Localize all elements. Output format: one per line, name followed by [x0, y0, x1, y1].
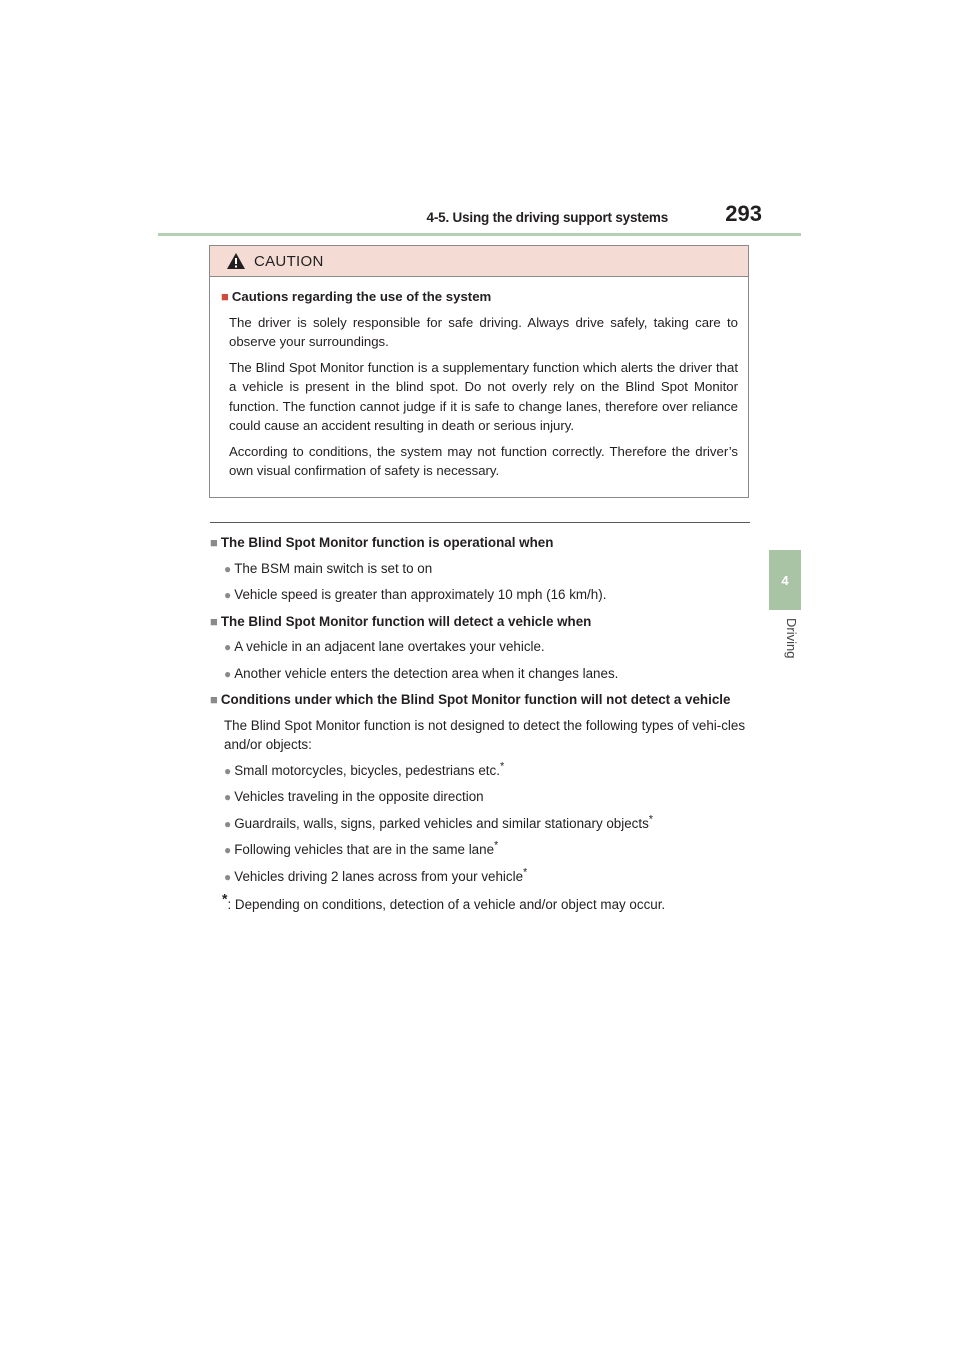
caution-title: CAUTION: [254, 252, 324, 270]
caution-body: [210, 277, 748, 481]
footnote-asterisk: *: [222, 890, 228, 907]
section-heading: [210, 533, 750, 553]
round-bullet-icon: ●: [224, 561, 232, 576]
asterisk-mark: *: [499, 760, 505, 773]
section-heading-text: Conditions under which the Blind Spot Monitor function will not detect a vehicle: [220, 692, 731, 707]
square-bullet-icon: ■: [221, 289, 229, 304]
list-item: [224, 867, 750, 888]
square-bullet-icon: ■: [210, 613, 218, 629]
footnote-text: : Depending on conditions, detection of a vehicle and/or object may occur.: [227, 897, 666, 912]
list-item-text: Vehicle speed is greater than approximately 10 mph (16 km/h).: [234, 587, 607, 602]
main-content: [210, 533, 750, 915]
list-item: [224, 840, 750, 861]
header-rule: [158, 233, 801, 236]
list-item-text: [234, 867, 527, 887]
round-bullet-icon: ●: [224, 588, 232, 602]
caution-header: [210, 246, 748, 277]
round-bullet-icon: ●: [224, 790, 232, 804]
round-bullet-icon: ●: [224, 640, 232, 654]
asterisk-mark: *: [648, 813, 654, 826]
section-heading-text: The Blind Spot Monitor function is operational when: [220, 535, 554, 550]
header-section-title: 4-5. Using the driving support systems: [426, 210, 668, 225]
round-bullet-icon: ●: [224, 816, 232, 831]
caution-paragraph: According to conditions, the system may not function correctly. Therefore the driver’s own visual confirmation of safety is necessary.: [229, 443, 738, 478]
caution-heading: [221, 287, 738, 307]
footnote: [222, 890, 750, 915]
chapter-tab: 4: [769, 550, 801, 610]
round-bullet-icon: ●: [224, 843, 232, 857]
list-item-text: Vehicles traveling in the opposite direction: [234, 789, 484, 804]
chapter-label: Driving: [784, 618, 799, 659]
square-bullet-icon: ■: [210, 535, 218, 550]
list-item-label: Following vehicles that are in the same lane: [234, 842, 495, 857]
caution-paragraph: The driver is solely responsible for safe driving. Always drive safely, taking care to observe your surroundings.: [229, 314, 738, 349]
page-number: 293: [725, 201, 762, 226]
list-item: [224, 664, 750, 685]
list-item-text: [234, 814, 653, 834]
asterisk-mark: *: [523, 866, 528, 879]
list-item-label: Small motorcycles, bicycles, pedestrians etc.: [234, 762, 500, 778]
round-bullet-icon: ●: [224, 763, 232, 778]
warning-triangle-icon: [226, 252, 246, 270]
list-item-text: Another vehicle enters the detection area when it changes lanes.: [234, 665, 619, 681]
section-divider: [210, 522, 750, 523]
list-item-text: A vehicle in an adjacent lane overtakes your vehicle.: [234, 639, 545, 654]
list-item: [224, 637, 750, 658]
list-item: [224, 559, 750, 580]
round-bullet-icon: ●: [224, 666, 232, 681]
list-item: [224, 585, 750, 606]
list-item: [224, 761, 750, 782]
list-item-text: [234, 761, 504, 781]
list-item-label: Vehicles driving 2 lanes across from your vehicle: [234, 868, 524, 884]
section-heading-text: The Blind Spot Monitor function will detect a vehicle when: [220, 613, 592, 629]
asterisk-mark: *: [494, 839, 499, 852]
list-item-text: The BSM main switch is set to on: [234, 560, 433, 576]
section-heading: [210, 690, 750, 710]
square-bullet-icon: ■: [210, 692, 218, 707]
list-item-label: Guardrails, walls, signs, parked vehicles and similar stationary objects: [234, 815, 649, 831]
section-intro: The Blind Spot Monitor function is not designed to detect the following types of vehi-cles and/or objects:: [224, 717, 746, 752]
list-item: [224, 787, 750, 808]
section-heading: [210, 612, 750, 632]
caution-box: [209, 245, 749, 498]
list-item: [224, 814, 750, 835]
list-item-text: [234, 840, 498, 860]
round-bullet-icon: ●: [224, 869, 232, 884]
caution-heading-text: Cautions regarding the use of the system: [231, 289, 492, 304]
caution-paragraph: The Blind Spot Monitor function is a supplementary function which alerts the driver that a vehicle is present in the blind spot. Do not overly rely on the Blind Spot Monitor function. The function cannot judge if it is safe to change lanes, therefore over reliance could cause an accident resulting in death or serious injury.: [229, 359, 738, 433]
